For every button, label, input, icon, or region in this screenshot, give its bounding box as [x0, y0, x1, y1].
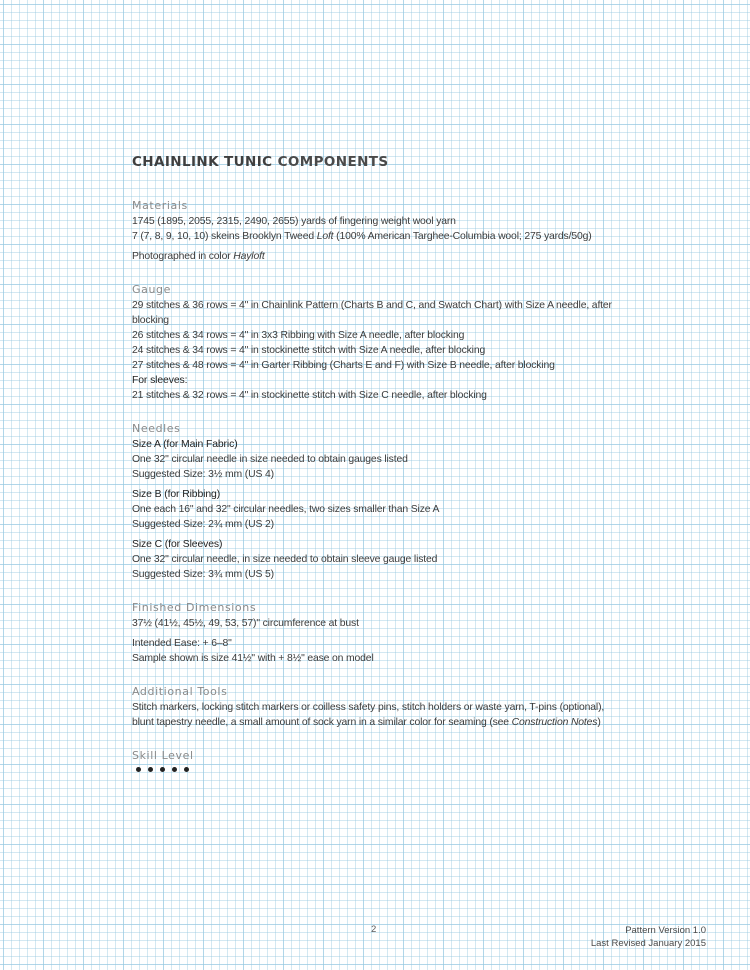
needle-b-size: Suggested Size: 2¾ mm (US 2)	[132, 519, 274, 530]
dimensions-bust: 37½ (41½, 45½, 49, 53, 57)" circumference at bust	[132, 618, 359, 629]
needle-b-label: Size B (for Ribbing)	[132, 489, 221, 500]
components-page	[132, 152, 632, 791]
gauge-chainlink: 29 stitches & 36 rows = 4" in Chainlink Pattern (Charts B and C, and Swatch Chart) with Size A needle, after	[132, 300, 612, 311]
skill-dot-icon	[160, 767, 165, 772]
needle-a-desc: One 32" circular needle in size needed to obtain gauges listed	[132, 454, 408, 465]
skill-dot-icon	[172, 767, 177, 772]
gauge-stockinette: 24 stitches & 34 rows = 4" in stockinette stitch with Size A needle, after blocking	[132, 345, 486, 356]
needle-a-label: Size A (for Main Fabric)	[132, 439, 238, 450]
skill-level-dots	[132, 767, 632, 772]
page-number: 2	[371, 924, 377, 935]
materials-skeins-post: (100% American Targhee-Columbia wool; 275 yards/50g)	[333, 231, 592, 242]
materials-skeins-yarn: Loft	[316, 231, 334, 242]
skill-dot-icon	[148, 767, 153, 772]
gauge-sleeves: 21 stitches & 32 rows = 4" in stockinette stitch with Size C needle, after blocking	[132, 390, 487, 401]
needle-c-label: Size C (for Sleeves)	[132, 539, 223, 550]
materials-photo-colorname: Hayloft	[233, 251, 265, 262]
needle-a-size: Suggested Size: 3½ mm (US 4)	[132, 469, 274, 480]
tools-line-1: Stitch markers, locking stitch markers or coilless safety pins, stitch holders or waste yarn, T-pins (optional),	[132, 702, 605, 713]
page-title	[132, 152, 632, 172]
needle-c-size: Suggested Size: 3¾ mm (US 5)	[132, 569, 274, 580]
gauge-garter-ribbing: 27 stitches & 48 rows = 4" in Garter Ribbing (Charts E and F) with Size B needle, after blocking	[132, 360, 555, 371]
tools-construction-notes: Construction Notes	[511, 717, 598, 728]
pattern-version: Pattern Version 1.0	[625, 925, 706, 936]
tools-line-2-post: )	[597, 717, 601, 728]
needle-c-desc: One 32" circular needle, in size needed to obtain sleeve gauge listed	[132, 554, 438, 565]
version-block	[591, 924, 706, 950]
gauge-heading: Gauge	[132, 283, 171, 296]
materials-photo-color	[132, 249, 632, 264]
materials-photo-pre: Photographed in color	[132, 251, 234, 262]
page-title-rest: COMPONENTS	[272, 154, 389, 170]
materials-heading: Materials	[132, 199, 188, 212]
dimensions-heading: Finished Dimensions	[132, 601, 257, 614]
dimensions-section	[132, 601, 632, 666]
last-revised: Last Revised January 2015	[590, 938, 706, 949]
materials-skeins-pre: 7 (7, 8, 9, 10, 10) skeins Brooklyn Tweed	[132, 231, 317, 242]
page-title-bold: CHAINLINK TUNIC	[132, 154, 273, 170]
materials-yardage: 1745 (1895, 2055, 2315, 2490, 2655) yards of fingering weight wool yarn	[132, 216, 456, 227]
skill-heading: Skill Level	[132, 749, 194, 762]
skill-section	[132, 749, 632, 772]
tools-heading: Additional Tools	[132, 685, 228, 698]
gauge-section	[132, 283, 632, 403]
tools-line-2	[132, 715, 632, 730]
needle-b-desc: One each 16" and 32" circular needles, two sizes smaller than Size A	[132, 504, 440, 515]
gauge-chainlink-cont: blocking	[132, 315, 169, 326]
gauge-sleeves-label: For sleeves:	[132, 375, 188, 386]
skill-dot-icon	[184, 767, 189, 772]
dimensions-ease: Intended Ease: + 6–8"	[132, 638, 232, 649]
materials-section	[132, 199, 632, 264]
skill-dot-icon	[136, 767, 141, 772]
dimensions-sample: Sample shown is size 41½" with + 8½" ease on model	[132, 653, 374, 664]
gauge-ribbing: 26 stitches & 34 rows = 4" in 3x3 Ribbing with Size A needle, after blocking	[132, 330, 465, 341]
needles-section	[132, 422, 632, 582]
tools-line-2-pre: blunt tapestry needle, a small amount of sock yarn in a similar color for seaming (see	[132, 717, 512, 728]
needles-heading: Needles	[132, 422, 181, 435]
materials-skeins	[132, 229, 632, 244]
tools-section	[132, 685, 632, 730]
